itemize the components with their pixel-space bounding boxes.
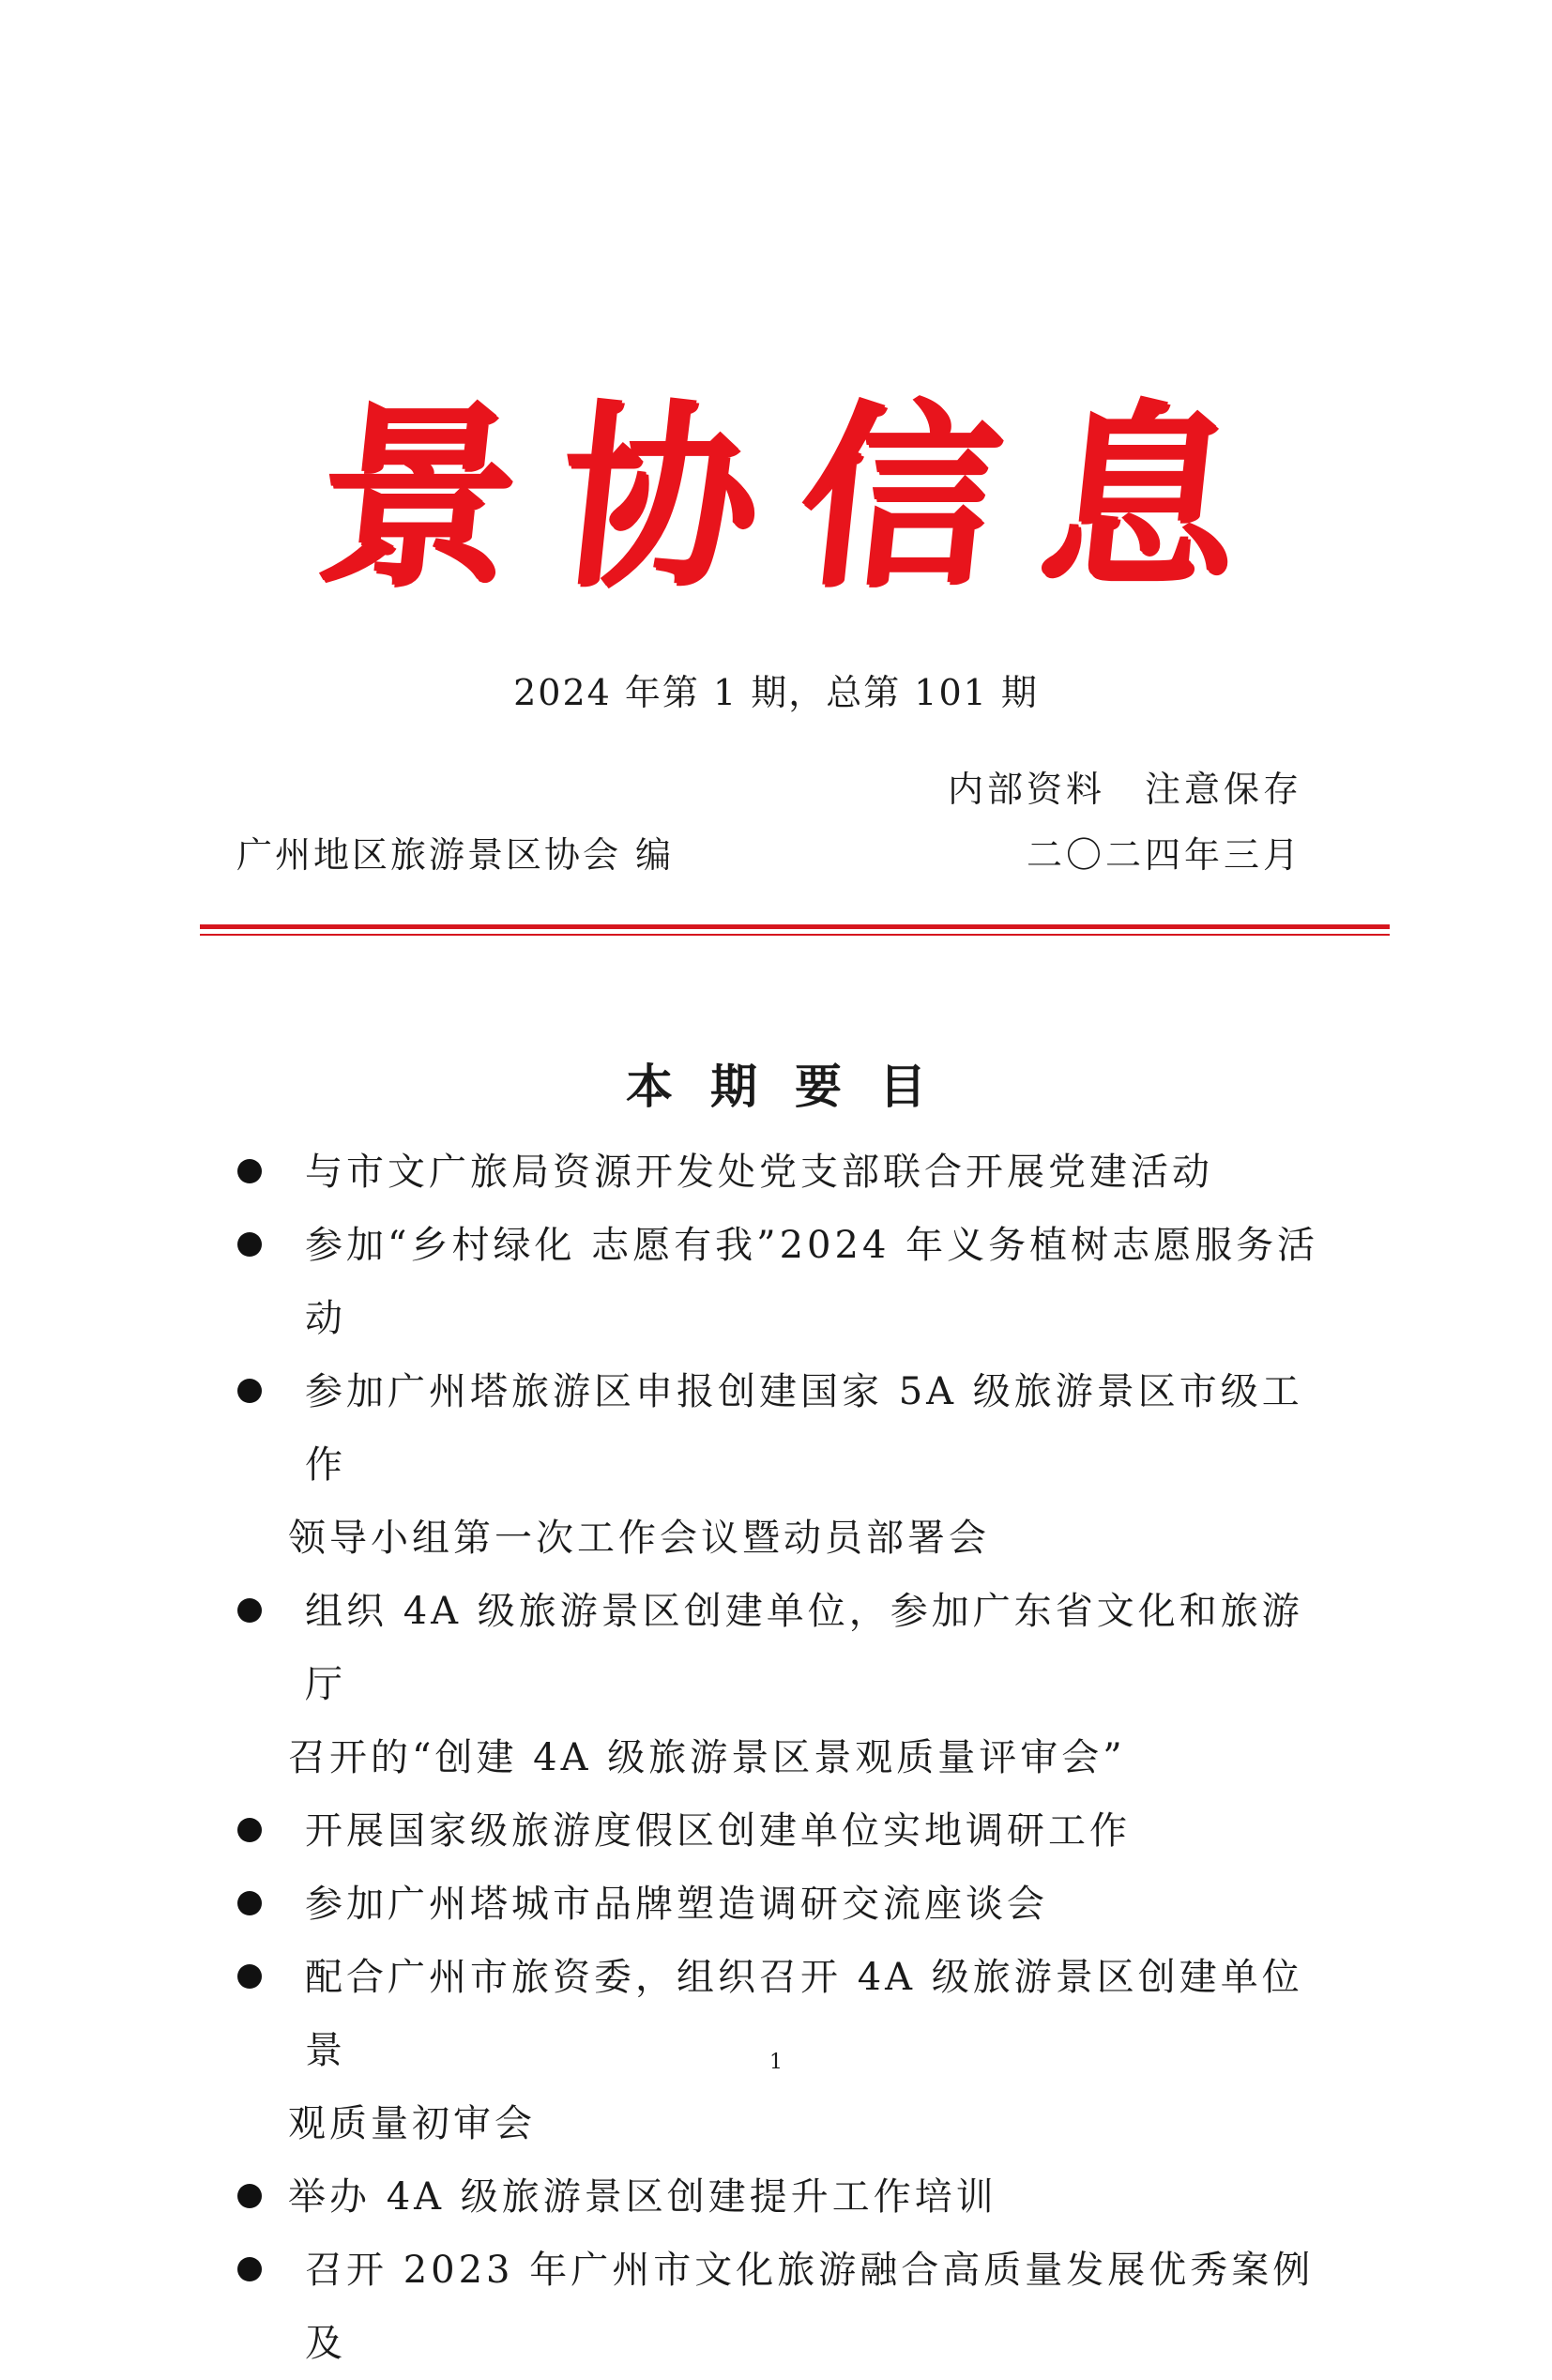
toc-item: [230, 1575, 1337, 1794]
toc-item-text: 参加广州塔旅游区申报创建国家 5A 级旅游景区市级工作: [305, 1370, 1303, 1487]
publication-date: 二〇二四年三月: [1026, 834, 1302, 876]
toc-item: [230, 2160, 1337, 2234]
bullet-icon: [237, 1891, 262, 1915]
toc-item-continuation: 观质量初审会: [288, 2102, 536, 2145]
masthead-char: 信: [788, 381, 1011, 613]
bullet-icon: [237, 2257, 262, 2281]
masthead-title: [307, 371, 1252, 624]
toc-item: [230, 1794, 1337, 1868]
bullet-icon: [237, 1964, 262, 1989]
bullet-icon: [237, 1598, 262, 1623]
toc-item-text: 组织 4A 级旅游景区创建单位，参加广东省文化和旅游厅: [305, 1590, 1303, 1706]
internal-note: 内部资料 注意保存: [947, 769, 1302, 810]
toc-item-text: 参加广州塔城市品牌塑造调研交流座谈会: [305, 1883, 1048, 1926]
bullet-icon: [237, 1818, 262, 1842]
toc-item-text: 参加“乡村绿化 志愿有我”2024 年义务植树志愿服务活动: [305, 1224, 1319, 1340]
toc-item: [230, 1209, 1337, 1355]
page-number: 1: [769, 2051, 783, 2074]
bullet-icon: [237, 2184, 262, 2208]
header-divider-thick: [200, 924, 1390, 929]
toc-item-continuation: 召开的“创建 4A 级旅游景区景观质量评审会”: [288, 1736, 1126, 1779]
issue-number: 2024 年第 1 期，总第 101 期: [513, 672, 1039, 713]
toc-item-text: 与市文广旅局资源开发处党支部联合开展党建活动: [305, 1151, 1213, 1194]
toc-item-text: 配合广州市旅资委，组织召开 4A 级旅游景区创建单位景: [305, 1956, 1303, 2072]
bullet-icon: [237, 1232, 262, 1257]
masthead-char: 息: [1029, 381, 1252, 613]
toc-item-continuation: 领导小组第一次工作会议暨动员部署会: [288, 1517, 990, 1560]
bullet-icon: [237, 1159, 262, 1183]
header-divider-thin: [200, 934, 1390, 936]
toc-item: [230, 1355, 1337, 1575]
masthead-char: 景: [307, 381, 529, 613]
toc-list: [230, 1136, 1337, 2380]
bullet-icon: [237, 1379, 262, 1403]
toc-item: [230, 2234, 1337, 2380]
editor-line: 广州地区旅游景区协会 编: [236, 834, 675, 876]
toc-item: [230, 1868, 1337, 1941]
masthead-char: 协: [547, 381, 769, 613]
toc-item: [230, 1136, 1337, 1209]
toc-item-text: 开展国家级旅游度假区创建单位实地调研工作: [305, 1809, 1131, 1853]
toc-item-text: 召开 2023 年广州市文化旅游融合高质量发展优秀案例及: [305, 2249, 1315, 2365]
toc-heading: 本期要目: [626, 1060, 964, 1114]
toc-item-text: 举办 4A 级旅游景区创建提升工作培训: [288, 2175, 997, 2219]
